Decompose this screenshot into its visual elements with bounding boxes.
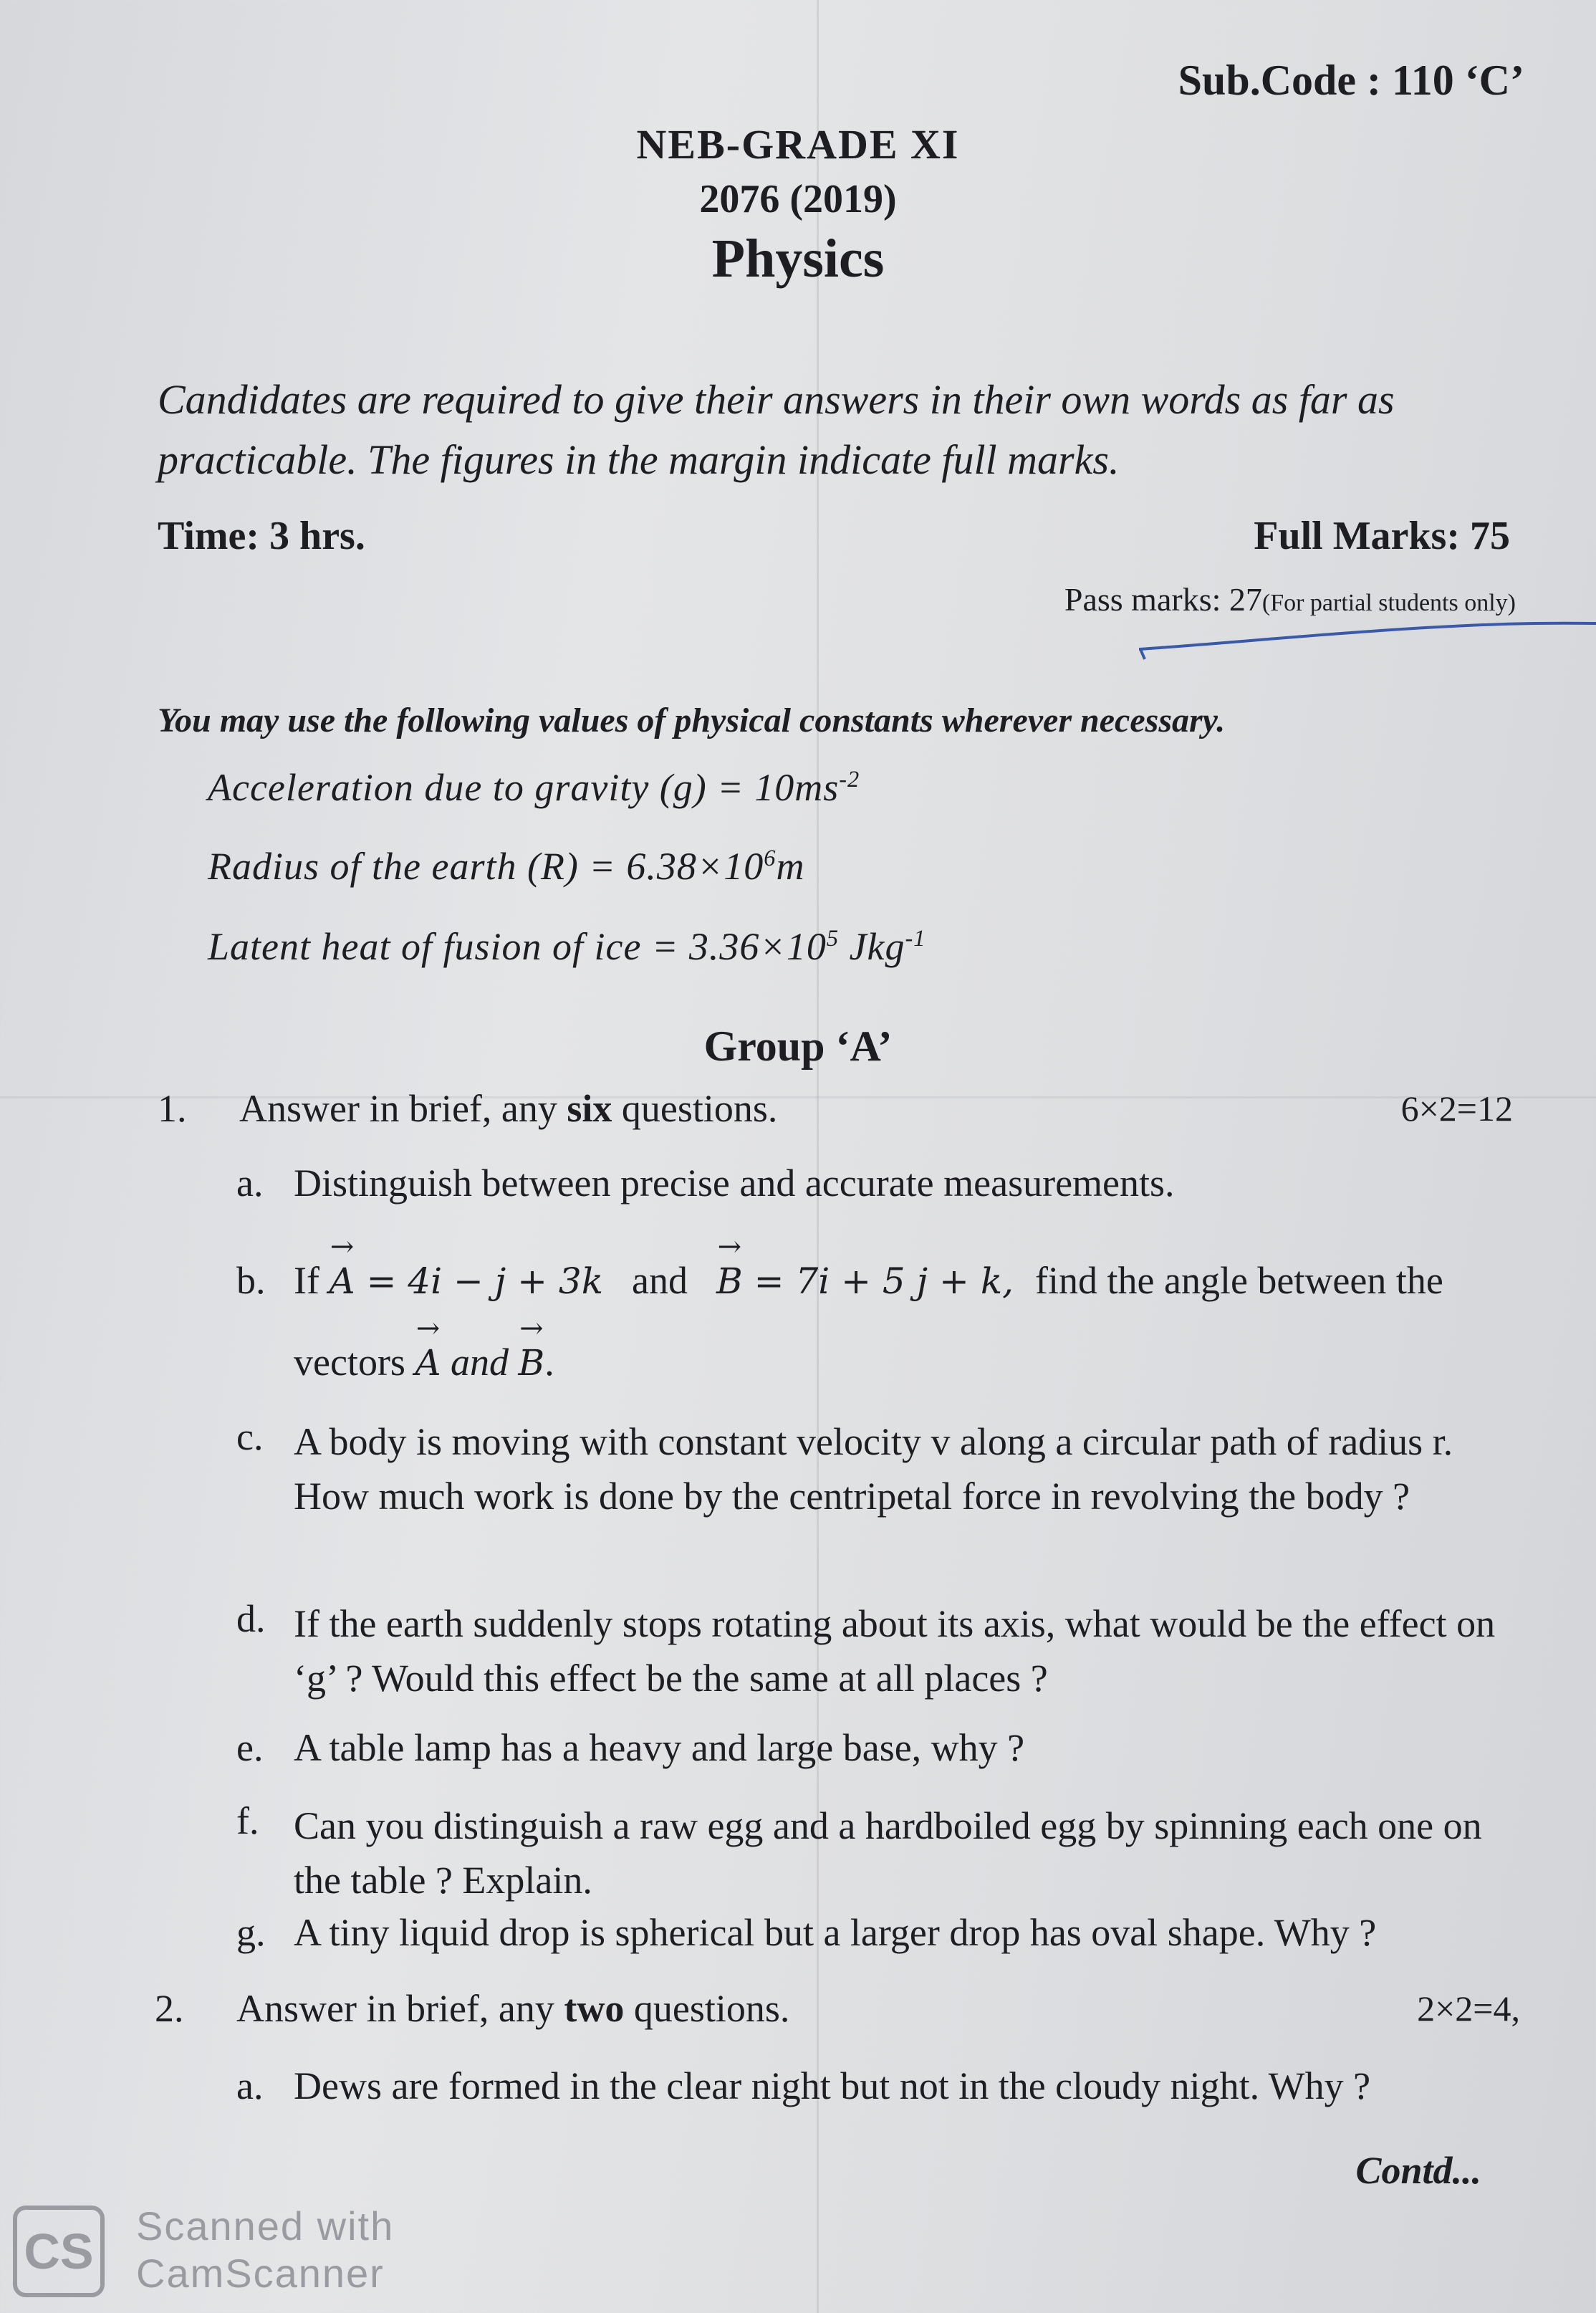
question-1b-end: . (544, 1341, 554, 1384)
vector-b-symbol-2: → B (519, 1342, 545, 1384)
pass-marks (1064, 580, 1516, 618)
question-1c-label: c. (236, 1415, 264, 1458)
question-1e-text: A table lamp has a heavy and large base, why ? (294, 1726, 1025, 1769)
constant-latent-heat-unit: Jkg (839, 925, 905, 968)
constant-gravity-text: Acceleration due to gravity (g) = 10ms (208, 766, 840, 809)
constant-gravity-exponent: -2 (839, 767, 860, 792)
question-2-prompt-post: questions. (624, 1987, 790, 2030)
group-a-title: Group ‘A’ (703, 1023, 893, 1070)
question-1g-text: A tiny liquid drop is spherical but a larger drop has oval shape. Why ? (294, 1911, 1377, 1954)
question-2a-text: Dews are formed in the clear night but not in the cloudy night. Why ? (294, 2064, 1371, 2107)
constants-intro: You may use the following values of physical constants wherever necessary. (158, 701, 1226, 739)
question-1-prompt (239, 1086, 777, 1131)
question-1f-text: Can you distinguish a raw egg and a hardboiled egg by spinning each one on the table ? Explain. (294, 1804, 1482, 1902)
question-2-prompt (236, 1986, 789, 2031)
constant-latent-heat-exponent: 5 (826, 926, 840, 952)
constant-latent-heat-text: Latent heat of fusion of ice = 3.36×10 (208, 925, 827, 968)
exam-board: NEB-GRADE XI (636, 121, 960, 168)
pass-marks-note: (For partial students only) (1261, 590, 1516, 616)
question-1d-label: d. (236, 1597, 266, 1640)
question-1-prompt-pre: Answer in brief, any (239, 1087, 567, 1130)
pen-underline-mark (1139, 618, 1596, 661)
question-1e-label: e. (236, 1726, 264, 1769)
question-1b-label: b. (236, 1259, 266, 1302)
full-marks: Full Marks: 75 (1254, 514, 1510, 558)
question-2a-label: a. (236, 2064, 264, 2107)
watermark-line-1: Scanned with (136, 2203, 395, 2249)
question-1d-text: If the earth suddenly stops rotating about its axis, what would be the effect on ‘g’ ? Would this effect be the same at all places ? (294, 1602, 1496, 1700)
question-1-prompt-bold: six (567, 1087, 612, 1130)
candidate-instructions: Candidates are required to give their answers in their own words as far as practicable. The figures in the margin indicate full marks. (158, 376, 1395, 483)
subject-title: Physics (711, 229, 885, 289)
question-1b-line-2 (294, 1340, 554, 1384)
question-1b-text: find the angle between the (1035, 1259, 1443, 1302)
question-1a-text: Distinguish between precise and accurate measurements. (294, 1162, 1175, 1205)
question-2-prompt-pre: Answer in brief, any (236, 1987, 564, 2030)
question-1-number: 1. (158, 1087, 187, 1130)
question-2-number: 2. (155, 1987, 184, 2030)
question-2-prompt-bold: two (564, 1987, 625, 2030)
exam-year: 2076 (2019) (699, 177, 897, 221)
question-1-prompt-post: questions. (612, 1087, 778, 1130)
question-1b-vectors: vectors (294, 1341, 415, 1384)
question-1a-label: a. (236, 1162, 264, 1205)
paper-fold-vertical (817, 0, 819, 2313)
question-1c-text: A body is moving with constant velocity v along a circular path of radius r. How much work is done by the centripetal force in revolving the body ? (294, 1420, 1453, 1518)
watermark-line-2: CamScanner (136, 2251, 385, 2296)
constant-latent-heat-unit-exponent: -1 (905, 926, 926, 952)
question-1b-and: and (632, 1259, 688, 1302)
question-1-marks: 6×2=12 (1400, 1088, 1513, 1129)
constant-latent-heat (208, 924, 926, 969)
vector-b-symbol: → B (716, 1260, 743, 1302)
question-1f-label: f. (236, 1799, 259, 1842)
vector-a-symbol: → A (329, 1260, 355, 1302)
constant-earth-radius-text: Radius of the earth (R) = 6.38×10 (208, 845, 764, 888)
question-2-marks: 2×2=4, (1417, 1988, 1520, 2029)
constant-earth-radius (208, 844, 805, 889)
continued-marker: Contd... (1355, 2149, 1481, 2192)
subject-code: Sub.Code : 110 ‘C’ (1178, 57, 1524, 104)
vector-a-expression: = 4i − j + 3k (355, 1260, 604, 1302)
constant-earth-radius-exponent: 6 (764, 846, 777, 871)
pass-marks-value: Pass marks: 27 (1064, 581, 1262, 618)
vector-b-expression: = 7i + 5 j + k, (742, 1260, 1014, 1302)
constant-gravity (208, 765, 860, 810)
question-1g-label: g. (236, 1911, 266, 1954)
question-1b-line-1 (294, 1258, 1443, 1303)
exam-time: Time: 3 hrs. (158, 514, 365, 558)
camscanner-logo: CS (13, 2206, 105, 2297)
vector-a-symbol-2: → A (415, 1342, 441, 1384)
question-1b-and-2: and (441, 1341, 519, 1384)
question-1b-if: If (294, 1259, 330, 1302)
constant-earth-radius-unit: m (776, 845, 805, 888)
